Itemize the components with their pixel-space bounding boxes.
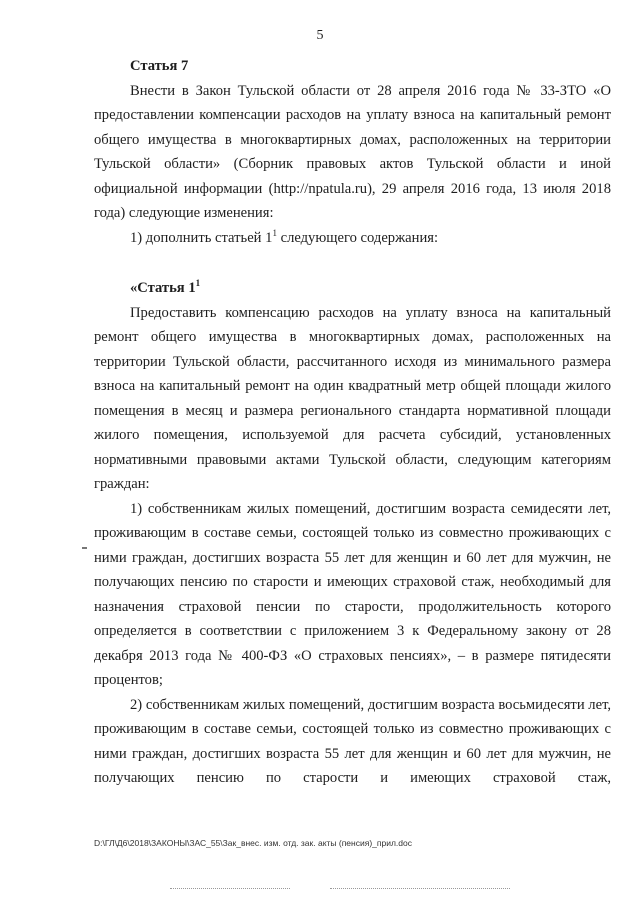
item-1-text-after: следующего содержания: bbox=[276, 229, 439, 246]
article-1-1-item-2: 2) собственникам жилых помещений, достигшим возраста восьмидесяти лет, проживающим в составе семьи, состоящей только из совместно проживающих с ними граждан, достигших возраста 55 лет для женщин и 60 лет для мужчин, не получающих пенсию по старости и имеющих страховой стаж, bbox=[94, 696, 611, 786]
item-1-text-before: 1) дополнить статьей 1 bbox=[130, 229, 273, 246]
page-number: 5 bbox=[316, 28, 324, 43]
article-7-item-1 bbox=[94, 226, 611, 251]
item-1-superscript: 1 bbox=[272, 227, 277, 238]
article-7-heading: Статья 7 bbox=[130, 58, 189, 74]
footer-file-path: D:\ГЛ\Д6\2018\ЗАКОНЫ\ЗАС_55\Зак_внес. изм. отд. зак. акты (пенсия)_прил.doc bbox=[94, 838, 412, 848]
scan-noise-line bbox=[330, 888, 510, 890]
scan-margin-mark bbox=[82, 547, 87, 549]
article-1-1-heading-prefix: «Статья 1 bbox=[130, 280, 196, 296]
article-1-1-body: Предоставить компенсацию расходов на уплату взноса на капитальный ремонт общего имущества в многоквартирных домах, расположенных на территории Тульской области, рассчитанного исходя из минимального размера взноса на капитальный ремонт на один квадратный метр общей площади жилого помещения в месяц и размера регионального стандарта нормативной площади жилого помещения, используемой для расчета субсидий, установленных нормативными правовыми актами Тульской области, следующим категориям граждан: bbox=[94, 304, 611, 492]
article-7-intro: Внести в Закон Тульской области от 28 апреля 2016 года № 33-ЗТО «О предоставлении компенсации расходов на уплату взноса на капитальный ремонт общего имущества в многоквартирных домах, расположенных на территории Тульской области» (Сборник правовых актов Тульской области и иной официальной информации (http://npatula.ru), 29 апреля 2016 года, 13 июля 2018 года) следующие изменения: bbox=[94, 82, 611, 221]
scan-noise-line bbox=[170, 888, 290, 890]
article-1-1-item-1: 1) собственникам жилых помещений, достигшим возраста семидесяти лет, проживающим в составе семьи, состоящей только из совместно проживающих с ними граждан, достигших возраста 55 лет для женщин и 60 лет для мужчин, не получающих пенсию по старости и имеющих страховой стаж, необходимый для назначения страховой пенсии по старости, продолжительность которого определяется в соответствии с приложением 3 к Федеральному закону от 28 декабря 2013 года № 400-ФЗ «О страховых пенсиях», – в размере пятидесяти процентов; bbox=[94, 500, 611, 688]
document-body bbox=[94, 54, 611, 791]
article-1-1-heading-superscript: 1 bbox=[195, 278, 201, 289]
article-1-1-heading bbox=[94, 276, 611, 301]
